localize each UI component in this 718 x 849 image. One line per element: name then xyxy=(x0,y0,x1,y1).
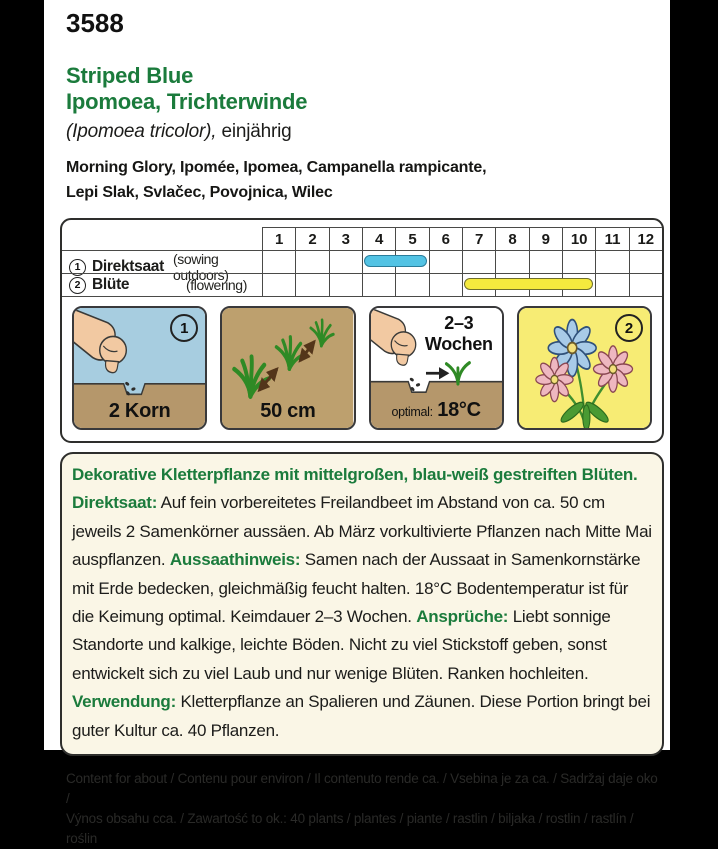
species-name: Ipomoea, Trichterwinde xyxy=(66,89,308,114)
month-label: 11 xyxy=(595,227,628,250)
sowing-info-box xyxy=(60,218,664,443)
description-text xyxy=(72,461,652,745)
panel-caption-2korn: 2 Korn xyxy=(108,400,171,422)
month-label: 12 xyxy=(629,227,662,250)
month-label: 2 xyxy=(295,227,328,250)
sowing-calendar xyxy=(62,227,662,297)
circled-number-1: 1 xyxy=(69,259,86,276)
row-sublabel-flowering: (flowering) xyxy=(186,277,247,293)
month-label: 6 xyxy=(429,227,462,250)
common-names-line1: Morning Glory, Ipomée, Ipomea, Campanella rampicante, xyxy=(66,159,487,176)
text-verwendung: Kletterpflanze an Spalieren und Zäunen. Diese Portion bringt bei guter Kultur ca. 40 Pflanzen. xyxy=(72,692,651,740)
description-box xyxy=(60,452,664,756)
variety-name: Striped Blue xyxy=(66,63,194,88)
text-direktsaat: Auf fein vorbereitetes Freilandbeet im Abstand von ca. 50 cm jeweils 2 Samenkörner aussäen. Ab März vorkultivierte Pflanzen nach Mitte Mai auspflanzen. xyxy=(72,493,652,570)
heading-verwendung: Verwendung: xyxy=(72,692,176,712)
calendar-row-sowing xyxy=(62,250,662,283)
text-aussaathinweis: Samen nach der Aussaat in Samenkornstärke mit Erde bedecken, gleichmäßig feucht halten. 18°C Bodentemperatur ist für die Keimung optimal. Keimdauer 2–3 Wochen. xyxy=(72,550,641,627)
optimal-temperature-label: optimal: 18°C xyxy=(391,399,481,421)
month-label: 5 xyxy=(395,227,428,250)
panel-germination xyxy=(369,306,504,430)
instruction-panels xyxy=(62,297,662,441)
botanical-name xyxy=(66,121,662,143)
month-label: 7 xyxy=(462,227,495,250)
common-names xyxy=(66,155,662,205)
month-label: 8 xyxy=(495,227,528,250)
flowering-period-bar xyxy=(464,278,593,290)
calendar-month-header xyxy=(62,227,662,250)
panel-badge-2: 2 xyxy=(615,314,643,342)
heading-ansprueche: Ansprüche: xyxy=(416,607,509,627)
description-intro: Dekorative Kletterpflanze mit mittelgroßen, blau-weiß gestreiften Blüten. xyxy=(72,465,638,484)
botanical-latin: (Ipomoea tricolor), xyxy=(66,121,217,142)
common-names-line2: Lepi Slak, Svlačec, Povojnica, Wilec xyxy=(66,184,333,201)
title-block xyxy=(66,63,662,205)
panel-flowering xyxy=(517,306,652,430)
fine-print-line2: Výnos obsahu cca. / Zawartość to ok.: 40 plants / plantes / piante / rastlin / biljaka / rostlin / rastlín / roślin xyxy=(66,811,634,847)
content-fine-print xyxy=(66,769,662,849)
month-label: 9 xyxy=(529,227,562,250)
row-label-bluete: Blüte xyxy=(92,276,130,293)
month-label: 1 xyxy=(262,227,295,250)
row-label-direktsaat: Direktsaat xyxy=(92,258,164,275)
panel-caption-50cm: 50 cm xyxy=(260,400,316,422)
panel-sowing-depth xyxy=(72,306,207,430)
panel-spacing xyxy=(220,306,355,430)
heading-aussaathinweis: Aussaathinweis: xyxy=(169,550,301,570)
month-label: 10 xyxy=(562,227,595,250)
botanical-suffix: einjährig xyxy=(216,121,292,142)
fine-print-line1: Content for about / Contenu pour environ / Il contenuto rende ca. / Vsebina je za ca. / Sadržaj daje oko / xyxy=(66,771,658,807)
text-ansprueche: Liebt sonnige Standorte und kalkige, leichte Böden. Nicht zu viel Stickstoff geben, sonst entwickelt sich zu viel Laub und nur wenige Blüten. Ranken hochleiten. xyxy=(72,607,611,683)
seed-packet-back xyxy=(44,0,670,847)
month-label: 4 xyxy=(362,227,395,250)
calendar-row-flowering xyxy=(62,273,662,297)
month-label: 3 xyxy=(329,227,362,250)
circled-number-2: 2 xyxy=(69,277,86,294)
product-code: 3588 xyxy=(66,8,124,38)
heading-direktsaat: Direktsaat: xyxy=(72,493,158,513)
sowing-period-bar xyxy=(364,255,427,267)
panel-badge-1: 1 xyxy=(170,314,198,342)
germination-duration-label: 2–3 Wochen xyxy=(424,313,493,354)
row-sublabel-sowing-outdoors: (sowing outdoors) xyxy=(172,251,229,283)
